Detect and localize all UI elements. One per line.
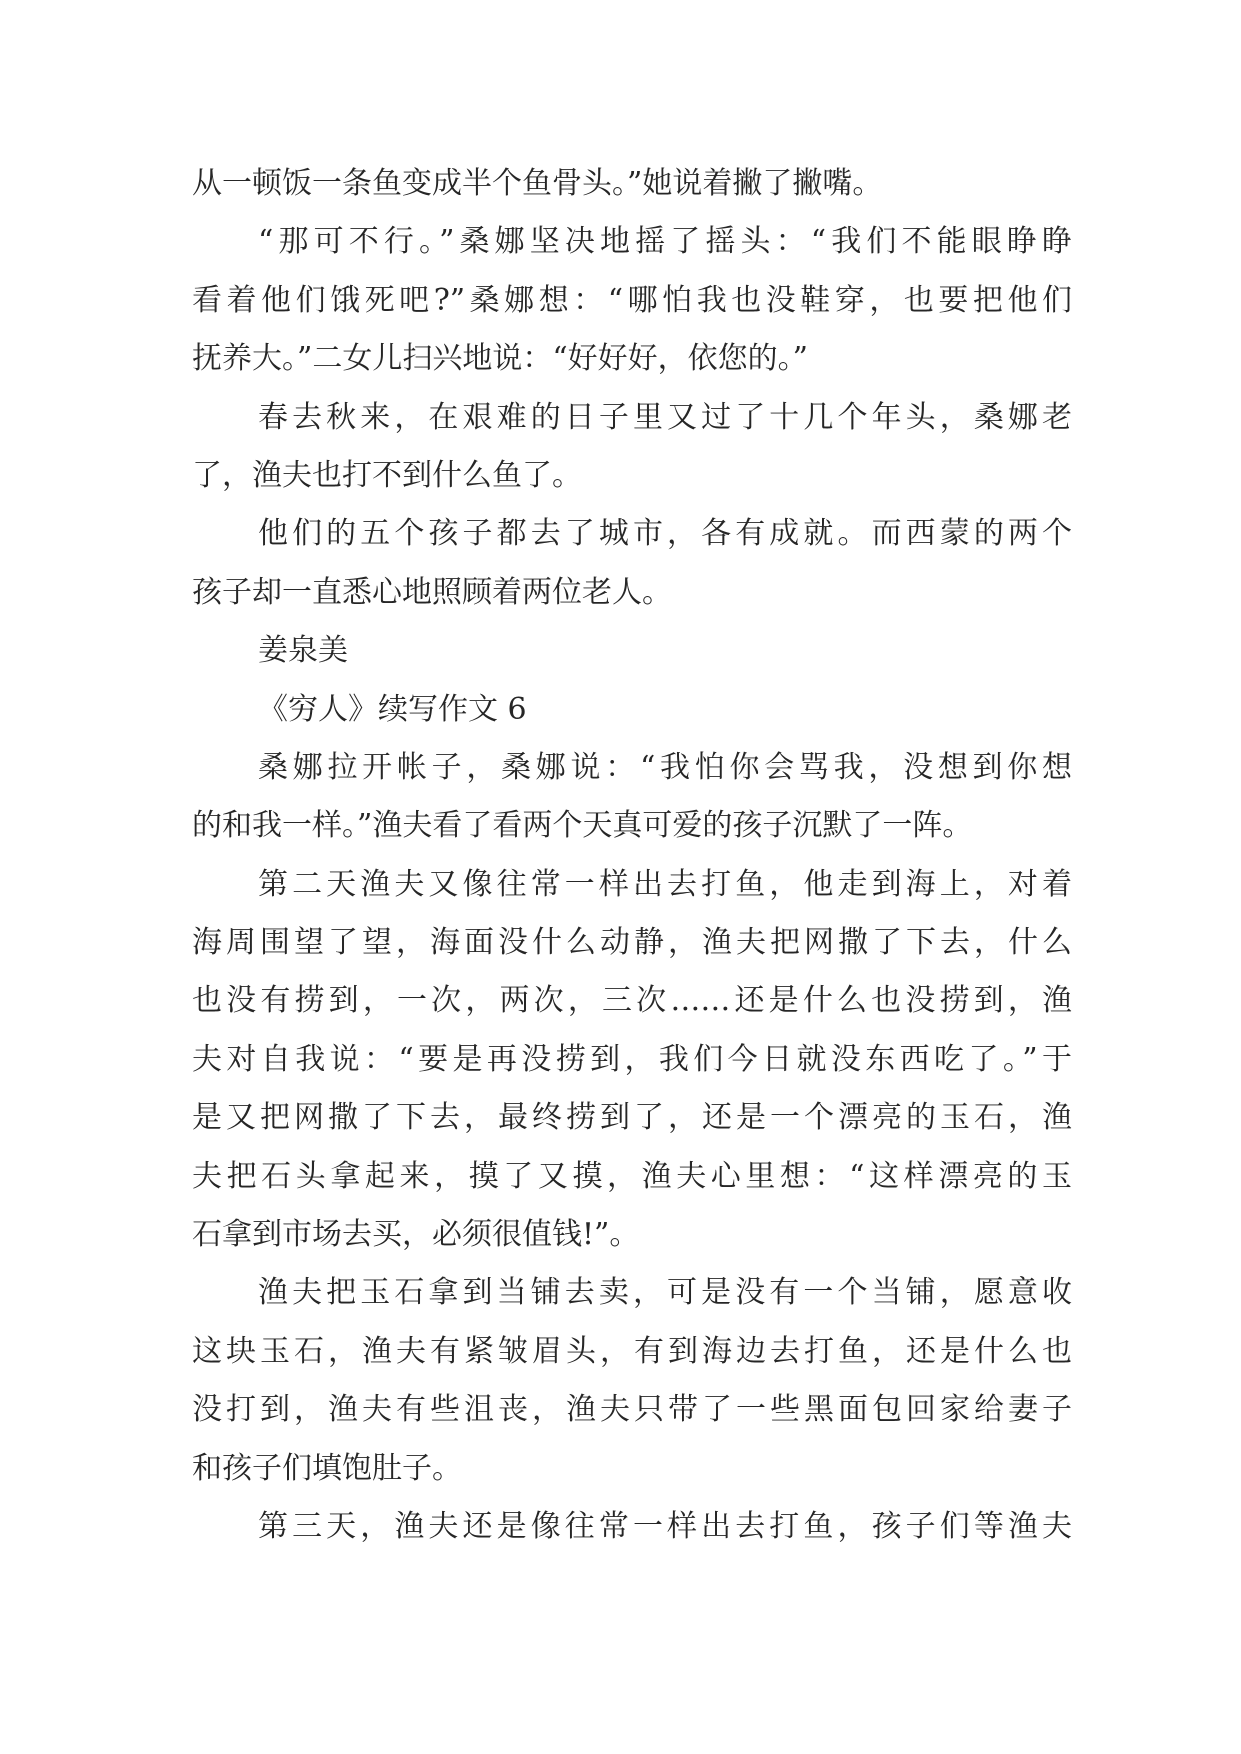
text-line: 抚养大。”二女儿扫兴地说：“好好好，依您的。” <box>192 341 809 377</box>
text-line: 没打到，渔夫有些沮丧，渔夫只带了一些黑面包回家给妻子 <box>192 1392 1072 1428</box>
text-line: 海周围望了望，海面没什么动静，渔夫把网撒了下去，什么 <box>192 925 1072 961</box>
text-line: 了，渔夫也打不到什么鱼了。 <box>192 457 582 493</box>
text-line: 夫对自我说：“要是再没捞到，我们今日就没东西吃了。”于 <box>192 1041 1072 1077</box>
text-line: 的和我一样。”渔夫看了看两个天真可爱的孩子沉默了一阵。 <box>192 808 973 844</box>
text-line: 是又把网撒了下去，最终捞到了，还是一个漂亮的玉石，渔 <box>192 1100 1072 1136</box>
text-line: 《穷人》续写作文 6 <box>258 691 527 727</box>
text-line: 第三天，渔夫还是像往常一样出去打鱼，孩子们等渔夫 <box>258 1508 1072 1544</box>
text-line: 桑娜拉开帐子，桑娜说：“我怕你会骂我，没想到你想 <box>258 749 1072 785</box>
text-line: 和孩子们填饱肚子。 <box>192 1450 462 1486</box>
text-line: 春去秋来，在艰难的日子里又过了十几个年头，桑娜老 <box>258 399 1072 435</box>
text-line: 石拿到市场去买，必须很值钱!”。 <box>192 1217 640 1253</box>
text-line: 这块玉石，渔夫有紧皱眉头，有到海边去打鱼，还是什么也 <box>192 1333 1072 1369</box>
document-body <box>192 155 1072 1556</box>
text-line: 渔夫把玉石拿到当铺去卖，可是没有一个当铺，愿意收 <box>258 1275 1072 1311</box>
text-line: 看着他们饿死吧?”桑娜想：“哪怕我也没鞋穿，也要把他们 <box>192 282 1072 318</box>
text-line: 第二天渔夫又像往常一样出去打鱼，他走到海上，对着 <box>258 866 1072 902</box>
text-line: 孩子却一直悉心地照顾着两位老人。 <box>192 574 672 610</box>
text-line: 夫把石头拿起来，摸了又摸，渔夫心里想：“这样漂亮的玉 <box>192 1158 1072 1194</box>
text-line: 从一顿饭一条鱼变成半个鱼骨头。”她说着撇了撇嘴。 <box>192 166 883 201</box>
text-line: 他们的五个孩子都去了城市，各有成就。而西蒙的两个 <box>258 516 1072 552</box>
text-line: 也没有捞到，一次，两次，三次……还是什么也没捞到，渔 <box>192 983 1072 1019</box>
text-line: 姜泉美 <box>258 633 348 669</box>
text-line: “那可不行。”桑娜坚决地摇了摇头：“我们不能眼睁睁 <box>258 224 1072 260</box>
